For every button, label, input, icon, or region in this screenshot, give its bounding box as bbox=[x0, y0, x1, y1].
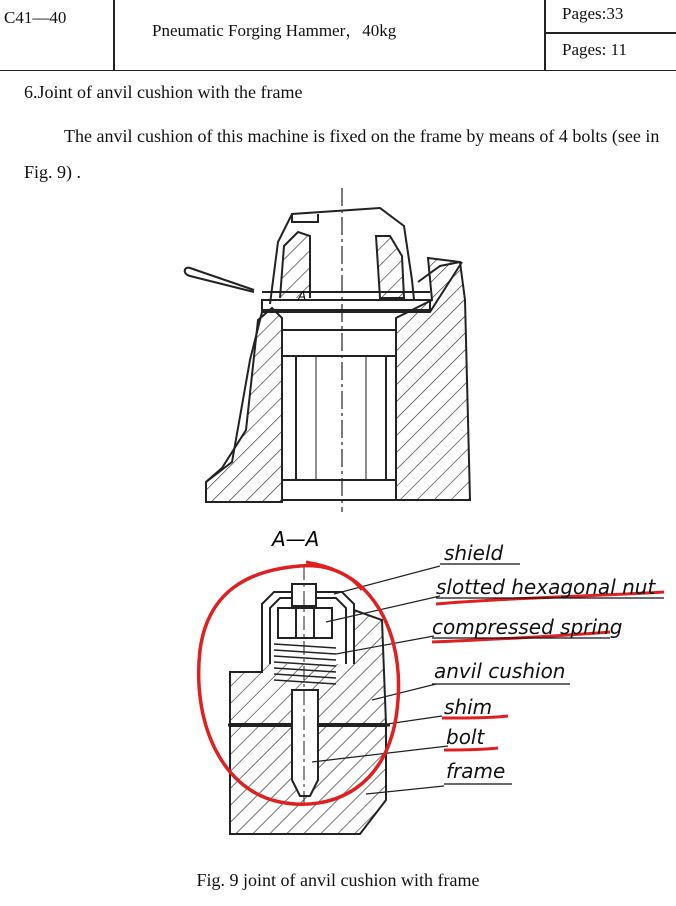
pages-total: Pages:33 bbox=[562, 4, 624, 23]
figure-caption: Fig. 9 joint of anvil cushion with frame bbox=[196, 870, 480, 890]
joint-detail-view bbox=[228, 566, 448, 834]
label-slotted-hexagonal-nut: slotted hexagonal nut bbox=[436, 575, 656, 599]
label-frame: frame bbox=[446, 759, 506, 783]
section-label: A—A bbox=[272, 527, 320, 551]
document-title: Pneumatic Forging Hammer，40kg bbox=[152, 21, 397, 40]
label-shield: shield bbox=[444, 541, 504, 565]
section-mark: A bbox=[298, 289, 307, 303]
pages-current: Pages: 11 bbox=[562, 40, 628, 59]
document-code: C41—40 bbox=[4, 8, 67, 27]
label-shim: shim bbox=[444, 695, 493, 719]
section-paragraph: The anvil cushion of this machine is fixed on the frame by means of 4 bolts (see in Fig. 9) . bbox=[24, 126, 660, 182]
label-anvil-cushion: anvil cushion bbox=[434, 659, 566, 683]
section-heading: 6.Joint of anvil cushion with the frame bbox=[24, 82, 303, 102]
anvil-section-view bbox=[185, 188, 470, 512]
label-compressed-spring: compressed spring bbox=[432, 615, 623, 639]
label-bolt: bolt bbox=[446, 725, 485, 749]
